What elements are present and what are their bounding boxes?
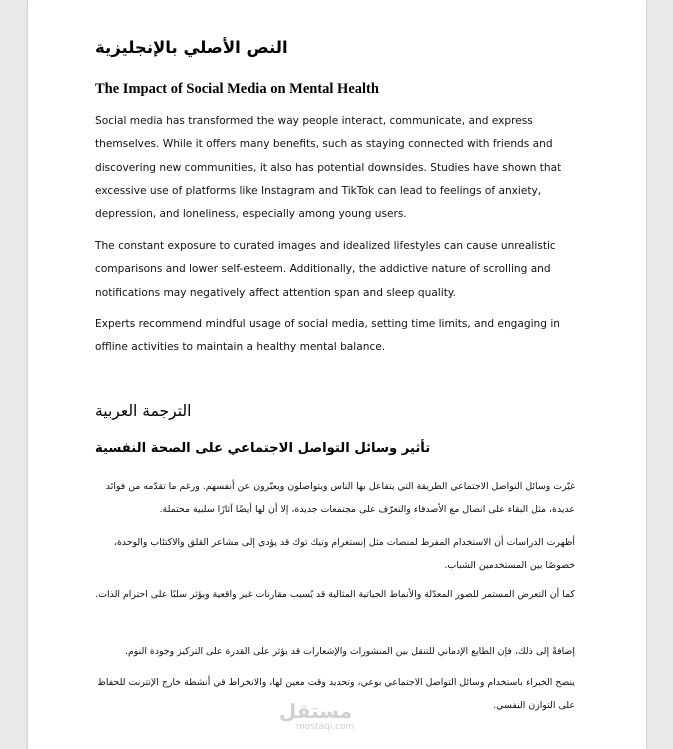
arabic-paragraph-1: غيّرت وسائل التواصل الاجتماعي الطريقة التي يتفاعل بها الناس ويتواصلون ويعبّرون عن أنفسهم. ورغم ما تقدّمه من فوائد عديدة، مثل البقاء على اتصال مع الأصدقاء والتعرّف على مجتمعات جديدة، إلا أن لها أيضًا آثارًا سلبية محتملة. — [105, 481, 575, 515]
watermark-logo: مستقل — [278, 699, 352, 723]
english-section-heading: النص الأصلي بالإنجليزية — [95, 38, 288, 57]
arabic-paragraph-2: أظهرت الدراسات أن الاستخدام المفرط لمنصات مثل إنستغرام وتيك توك قد يؤدي إلى مشاعر القلق والاكتئاب والوحدة، خصوصًا بين المستخدمين الشباب. — [113, 537, 575, 571]
document-page — [28, 0, 646, 749]
english-paragraph-1: Social media has transformed the way people interact, communicate, and express themselves. While it offers many benefits, such as staying connected with friends and discovering new communities, it also has potential downsides. Studies have shown that excessive use of platforms like Instagram and TikTok can lead to feelings of anxiety, depression, and loneliness, especially among young users. — [95, 115, 562, 221]
arabic-article-title: تأثير وسائل التواصل الاجتماعي على الصحة النفسية — [95, 441, 431, 456]
english-paragraph-3: Experts recommend mindful usage of social media, setting time limits, and engaging in offline activities to maintain a healthy mental balance. — [95, 318, 561, 354]
arabic-section-heading: الترجمة العربية — [95, 402, 192, 420]
watermark-url: mostaql.com — [296, 722, 355, 732]
arabic-paragraph-4: إضافةً إلى ذلك، فإن الطابع الإدماني للتنقل بين المنشورات والإشعارات قد يؤثر على القدرة على التركيز وجودة النوم. — [125, 646, 575, 657]
english-article-title: The Impact of Social Media on Mental Health — [95, 81, 379, 97]
mostaql-watermark — [278, 699, 355, 733]
arabic-paragraph-3: كما أن التعرض المستمر للصور المعدّلة والأنماط الحياتية المثالية قد يُسبب مقارنات غير واقعية ويؤثر سلبًا على احترام الذات. — [95, 589, 575, 600]
arabic-paragraph-5: ينصح الخبراء باستخدام وسائل التواصل الاجتماعي بوعي، وتحديد وقت معين لها، والانخراط في أنشطة خارج الإنترنت للحفاظ على التوازن النفسي. — [97, 677, 575, 711]
english-paragraph-2: The constant exposure to curated images and idealized lifestyles can cause unrealistic comparisons and lower self-esteem. Additionally, the addictive nature of scrolling and notifications may negatively affect attention span and sleep quality. — [95, 240, 556, 299]
